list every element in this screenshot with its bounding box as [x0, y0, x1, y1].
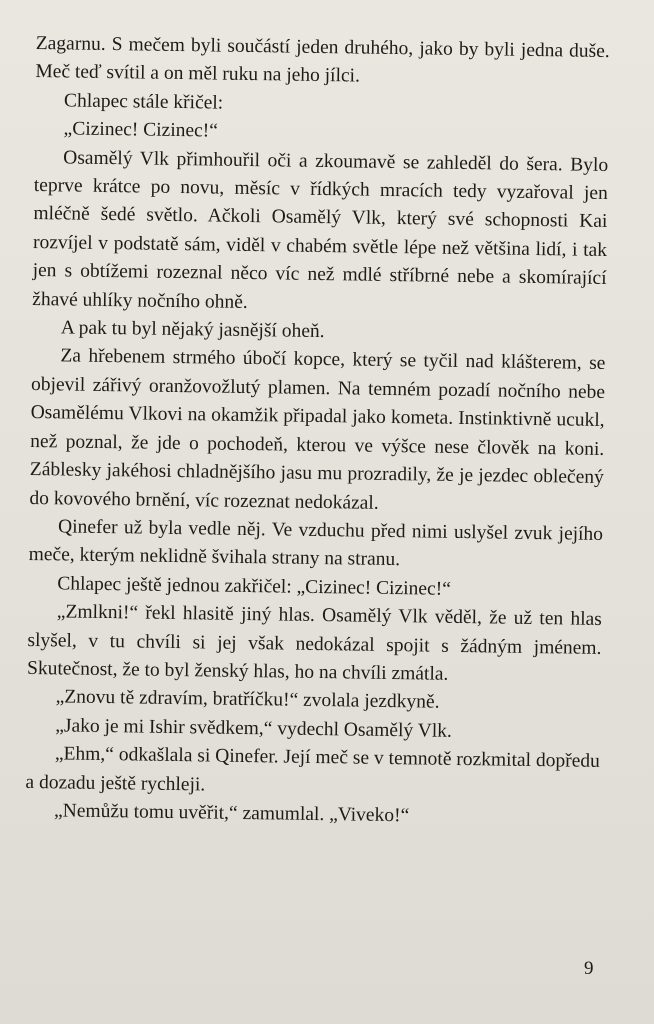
- paragraph: „Nemůžu tomu uvěřit,“ zamumlal. „Viveko!“: [53, 800, 410, 827]
- paragraph: Chlapec stále křičel:: [63, 90, 224, 114]
- paragraph: Zagarnu. S mečem byli součástí jeden druhého, jako by byli jedna duše. Meč teď svítil a on měl ruku na jeho jílci.: [35, 32, 610, 87]
- paragraph: „Znovu tě zdravím, bratříčku!“ zvolala jezdkyně.: [55, 686, 440, 714]
- paragraph: „Cizinec! Cizinec!“: [63, 118, 219, 142]
- paragraph: Qinefer už byla vedle něj. Ve vzduchu před nimi uslyšel zvuk jejího meče, kterým neklidně švihala strany na stranu.: [28, 516, 604, 571]
- paragraph: „Zmlkni!“ řekl hlasitě jiný hlas. Osamělý Vlk věděl, že už ten hlas slyšel, v tu chvíli si jej však nedokázal spojit s žádným jménem. Skutečnost, že to byl ženský hlas, ho na chvíli zmátla.: [26, 601, 602, 685]
- paragraph: Osamělý Vlk přimhouřil oči a zkoumavě se zahleděl do šera. Bylo teprve krátce po novu, měsíc v řídkých mracích tedy vyzařoval jen mléčně šedé světlo. Ačkoli Osamělý Vlk, který své schopnosti Kai rozvíjel v podstatě sám, viděl v chabém světle lépe než většina lidí, i tak jen s obtížemi rozeznal něco víc než mdlé stříbrné nebe a skomírající žhavé uhlíky nočního ohně.: [32, 147, 609, 313]
- paragraph: „Ehm,“ odkašlala si Qinefer. Její meč se v temnotě rozkmital dopředu a dozadu ještě rychleji.: [25, 743, 600, 795]
- page-number: 9: [584, 958, 594, 979]
- paragraph: A pak tu byl nějaký jasnější oheň.: [60, 317, 325, 343]
- paragraph: „Jako je mi Ishir svědkem,“ vydechl Osamělý Vlk.: [55, 715, 452, 742]
- paragraph: Za hřebenem strmého úbočí kopce, který se tyčil nad klášterem, se objevil zářivý oranžovožlutý plamen. Na temném pozadí nočního nebe Osamělému Vlkovi na okamžik připadal jako kometa. Instinktivně ucukl, než poznal, že jde o pochodeň, kterou ve výšce nese člověk na koni. Záblesky jakéhosi chladnějšího jasu mu prozradily, že je jezdec oblečený do kovového brnění, víc rozeznat nedokázal.: [29, 345, 606, 514]
- page-text: [25, 30, 610, 833]
- paragraph: Chlapec ještě jednou zakřičel: „Cizinec! Cizinec!“: [57, 573, 451, 600]
